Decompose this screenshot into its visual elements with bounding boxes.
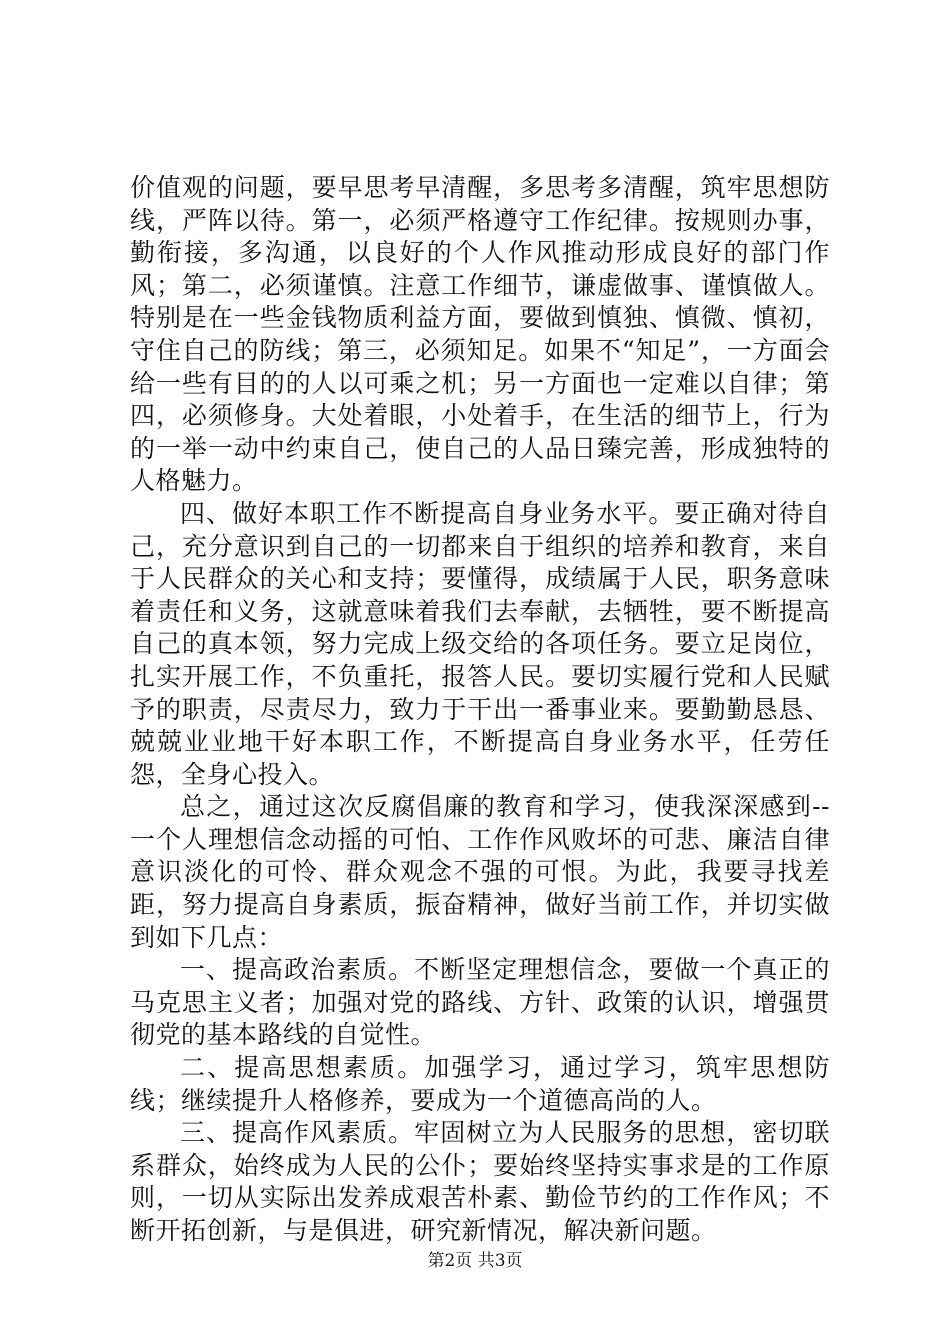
paragraph-section-four: 四、做好本职工作不断提高自身业务水平。要正确对待自己，充分意识到自己的一切都来自于组织的培养和教育，来自于人民群众的关心和支持；要懂得，成绩属于人民，职务意味着责任和义务，这就意味着我们去奉献，去牺牲，要不断提高自己的真本领，努力完成上级交给的各项任务。要立足岗位，扎实开展工作，不负重托，报答人民。要切实履行党和人民赋予的职责，尽责尽力，致力于干出一番事业来。要勤勤恳恳、兢兢业业地干好本职工作，不断提高自身业务水平，任劳任怨，全身心投入。 xyxy=(130,498,830,789)
paragraph-summary: 总之，通过这次反腐倡廉的教育和学习，使我深深感到--一个人理想信念动摇的可怕、工作作风败坏的可悲、廉洁自律意识淡化的可怜、群众观念不强的可恨。为此，我要寻找差距，努力提高自身素质，振奋精神，做好当前工作，并切实做到如下几点： xyxy=(130,792,830,952)
paragraph-point-one: 一、提高政治素质。不断坚定理想信念，要做一个真正的马克思主义者；加强对党的路线、方针、政策的认识，增强贯彻党的基本路线的自觉性。 xyxy=(130,955,830,1050)
paragraph-point-two: 二、提高思想素质。加强学习，通过学习，筑牢思想防线；继续提升人格修养，要成为一个道德高尚的人。 xyxy=(130,1053,830,1115)
paragraph-point-three: 三、提高作风素质。牢固树立为人民服务的思想，密切联系群众，始终成为人民的公仆；要始终坚持实事求是的工作原则，一切从实际出发养成艰苦朴素、勤俭节约的工作作风；不断开拓创新，与是俱进，研究新情况，解决新问题。 xyxy=(130,1118,830,1245)
paragraph-continuation: 价值观的问题，要早思考早清醒，多思考多清醒，筑牢思想防线，严阵以待。第一，必须严格遵守工作纪律。按规则办事，勤衔接，多沟通，以良好的个人作风推动形成良好的部门作风；第二，必须谨慎。注意工作细节，谦虚做事、谨慎做人。特别是在一些金钱物质利益方面，要做到慎独、慎微、慎初，守住自己的防线；第三，必须知足。如果不“知足”，一方面会给一些有目的的人以可乘之机；另一方面也一定难以自律；第四，必须修身。大处着眼，小处着手，在生活的细节上，行为的一举一动中约束自己，使自己的人品日臻完善，形成独特的人格魅力。 xyxy=(130,173,830,496)
page-number-footer: 第2页 共3页 xyxy=(427,1251,523,1271)
document-body xyxy=(130,172,830,1248)
